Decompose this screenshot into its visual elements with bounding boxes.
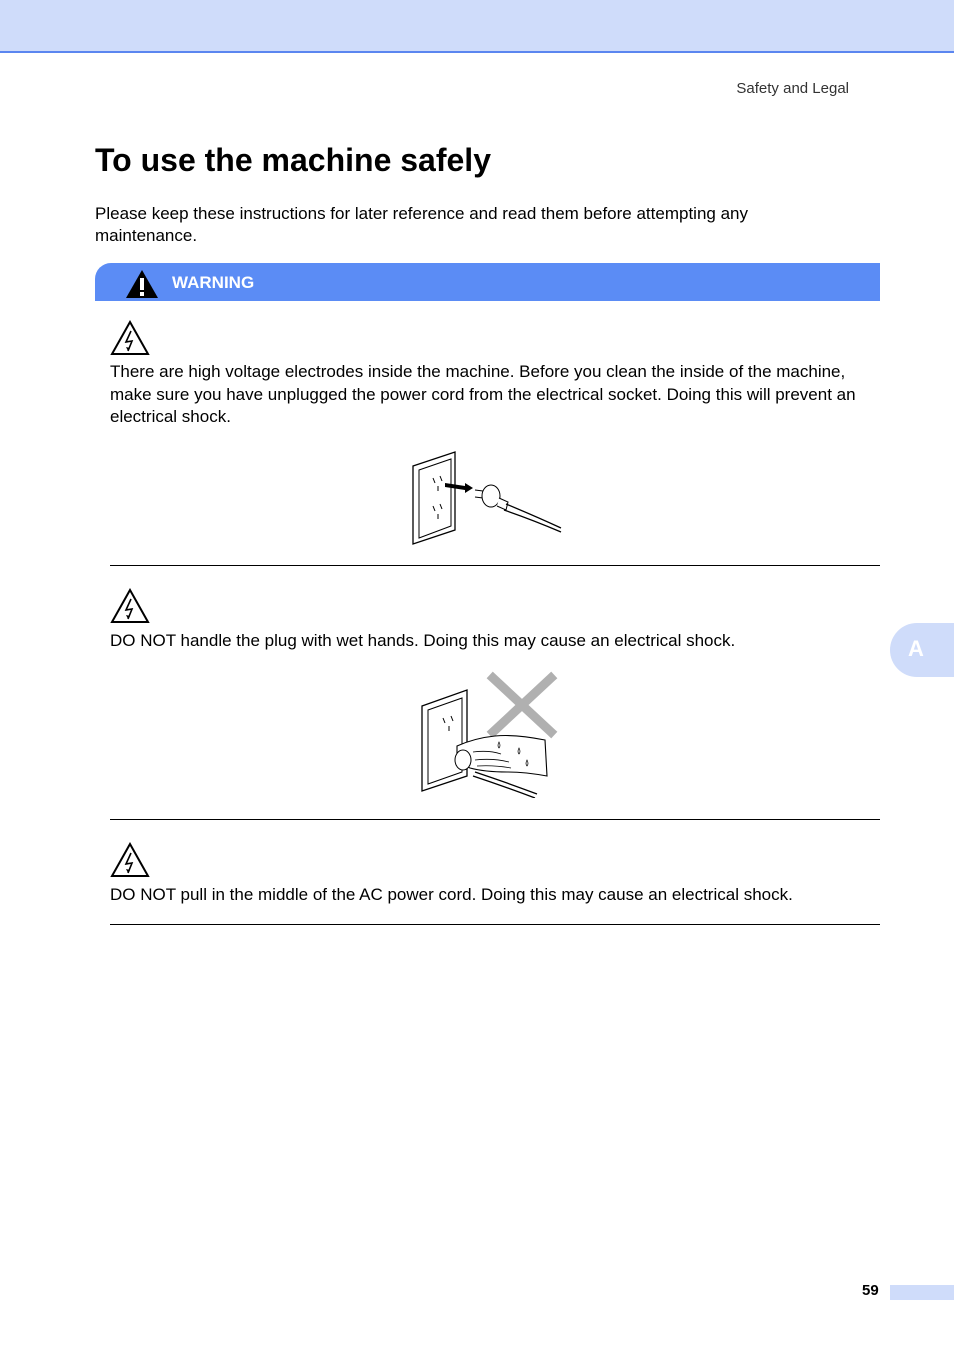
running-head: Safety and Legal	[736, 80, 849, 97]
warning-text-2: DO NOT handle the plug with wet hands. Doing this may cause an electrical shock.	[110, 631, 736, 650]
page-number-tab	[890, 1285, 954, 1300]
wet-hands-plug-illustration	[415, 668, 560, 798]
header-bar	[0, 0, 954, 53]
divider-1	[110, 565, 880, 566]
appendix-tab	[890, 623, 954, 677]
electrical-hazard-icon	[110, 320, 150, 356]
divider-2	[110, 819, 880, 820]
warning-text-1: There are high voltage electrodes inside the machine. Before you clean the inside of the machine, make sure you have unplugged the power cord from the electrical socket. Doing this will prevent an electrical shock.	[110, 362, 856, 426]
divider-3	[110, 924, 880, 925]
warning-banner	[95, 263, 880, 301]
unplug-power-cord-illustration	[405, 450, 570, 545]
intro-paragraph: Please keep these instructions for later reference and read them before attempting any maintenance.	[95, 204, 748, 245]
electrical-hazard-icon	[110, 842, 150, 878]
page-title: To use the machine safely	[95, 142, 491, 178]
warning-text-3: DO NOT pull in the middle of the AC power cord. Doing this may cause an electrical shock.	[110, 885, 793, 904]
warning-triangle-icon	[125, 269, 159, 299]
appendix-tab-label: A	[908, 636, 924, 661]
warning-label: WARNING	[172, 273, 255, 292]
page-number: 59	[862, 1282, 879, 1299]
electrical-hazard-icon	[110, 588, 150, 624]
